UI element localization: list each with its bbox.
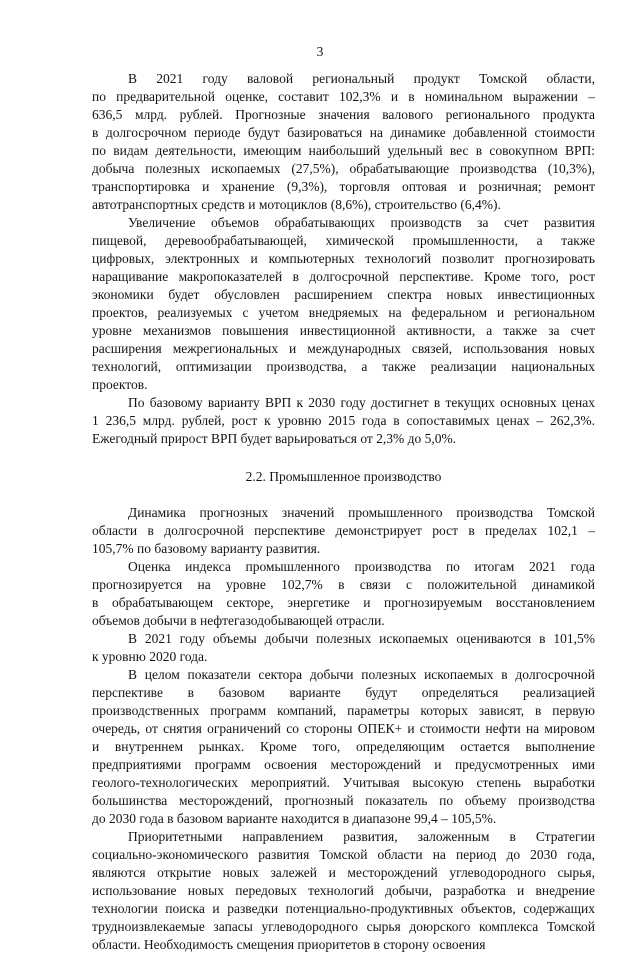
text-line: в обрабатывающем секторе, энергетике и прогнозируемым восстановлением <box>92 595 595 610</box>
paragraph <box>92 394 595 448</box>
document-body <box>92 70 595 954</box>
page-number: 3 <box>316 44 324 59</box>
text-line: В 2021 году валовой региональный продукт Томской области, <box>128 71 595 86</box>
text-line: технологии поиска и разведки потенциально-продуктивных объектов, содержащих <box>92 901 595 916</box>
text-line: Оценка индекса промышленного производства по итогам 2021 года <box>128 559 595 574</box>
text-line: прогнозируется на уровне 102,7% в связи с положительной динамикой <box>92 577 595 592</box>
text-line: проектов, реализуемых с учетом внедряемых на федеральном и региональном <box>92 305 595 320</box>
text-line: и внутреннем рынках. Кроме того, определяющим остается выполнение <box>92 739 595 754</box>
text-line: пищевой, деревообрабатывающей, химической промышленности, а также <box>92 233 595 248</box>
text-line: использование новых передовых технологий добычи, разработка и внедрение <box>92 883 595 898</box>
text-line: Приоритетными направлением развития, заложенным в Стратегии <box>128 829 595 844</box>
text-line: уровне механизмов повышения инвестиционной активности, а также за счет <box>92 323 595 338</box>
paragraph <box>92 504 595 558</box>
text-line: экономики будет обусловлен расширением спектра новых инвестиционных <box>92 287 595 302</box>
text-line: в долгосрочном периоде будут базироваться на динамике добавленной стоимости <box>92 125 595 140</box>
text-line: по видам деятельности, имеющим наибольший удельный вес в совокупном ВРП: <box>92 143 595 158</box>
section-heading: 2.2. Промышленное производство <box>245 469 442 484</box>
text-line: В 2021 году объемы добычи полезных ископаемых оцениваются в 101,5% <box>128 631 595 646</box>
text-line: области. Необходимость смещения приоритетов в сторону освоения <box>92 937 486 952</box>
text-line: наращивание макропоказателей в долгосрочной перспективе. Кроме того, рост <box>92 269 595 284</box>
paragraph <box>92 214 595 394</box>
text-line: перспективе в базовом варианте будут определяться реализацией <box>92 685 595 700</box>
text-line: являются открытие новых залежей и месторождений углеводородного сырья, <box>92 865 595 880</box>
text-line: автотранспортных средств и мотоциклов (8,6%), строительство (6,4%). <box>92 197 501 212</box>
text-line: добыча полезных ископаемых (27,5%), обрабатывающие производства (10,3%), <box>92 161 595 176</box>
text-line: Увеличение объемов обрабатывающих производств за счет развития <box>128 215 595 230</box>
text-line: предприятиями программ освоения месторождений и предусмотренных ими <box>92 757 595 772</box>
text-line: Ежегодный прирост ВРП будет варьироваться от 2,3% до 5,0%. <box>92 431 457 446</box>
paragraph <box>92 70 595 214</box>
text-line: Динамика прогнозных значений промышленного производства Томской <box>128 505 595 520</box>
text-line: к уровню 2020 года. <box>92 649 208 664</box>
text-line: производственных программ компаний, параметры которых зависят, в первую <box>92 703 595 718</box>
text-line: геолого-технологических мероприятий. Учитывая высокую степень выработки <box>92 775 595 790</box>
text-line: расширения межрегиональных и международных связей, использования новых <box>92 341 595 356</box>
paragraph <box>92 558 595 630</box>
text-line: 105,7% по базовому варианту развития. <box>92 541 321 556</box>
paragraph <box>92 828 595 954</box>
text-line: 636,5 млрд. рублей. Прогнозные значения валового регионального продукта <box>92 107 595 122</box>
text-line: области в долгосрочной перспективе демонстрирует рост в пределах 102,1 – <box>92 523 595 538</box>
text-line: до 2030 года в базовом варианте находится в диапазоне 99,4 – 105,5%. <box>92 811 497 826</box>
text-line: В целом показатели сектора добычи полезных ископаемых в долгосрочной <box>128 667 595 682</box>
paragraph <box>92 630 595 666</box>
text-line: транспортировка и хранение (9,3%), торговля оптовая и розничная; ремонт <box>92 179 595 194</box>
text-line: По базовому варианту ВРП к 2030 году достигнет в текущих основных ценах <box>128 395 595 410</box>
text-line: очередь, от снятия ограничений со стороны ОПЕК+ и стоимости нефти на мировом <box>92 721 595 736</box>
text-section-after <box>92 504 595 954</box>
text-line: объемов добычи в нефтегазодобывающей отрасли. <box>92 613 385 628</box>
text-line: трудноизвлекаемые запасы углеводородного сырья доюрского комплекса Томской <box>92 919 595 934</box>
text-line: по предварительной оценке, составит 102,3% и в номинальном выражении – <box>92 89 595 104</box>
text-line: большинства месторождений, прогнозный показатель по объему производства <box>92 793 595 808</box>
text-line: 1 236,5 млрд. рублей, рост к уровню 2015 года в сопоставимых ценах – 262,3%. <box>92 413 595 428</box>
paragraph <box>92 666 595 828</box>
text-section-before <box>92 70 595 448</box>
text-line: технологий, оптимизации производства, а также реализации национальных <box>92 359 595 374</box>
text-line: цифровых, электронных и компьютерных технологий позволит прогнозировать <box>92 251 595 266</box>
text-line: социально-экономического развития Томской области на период до 2030 года, <box>92 847 595 862</box>
text-line: проектов. <box>92 377 148 392</box>
